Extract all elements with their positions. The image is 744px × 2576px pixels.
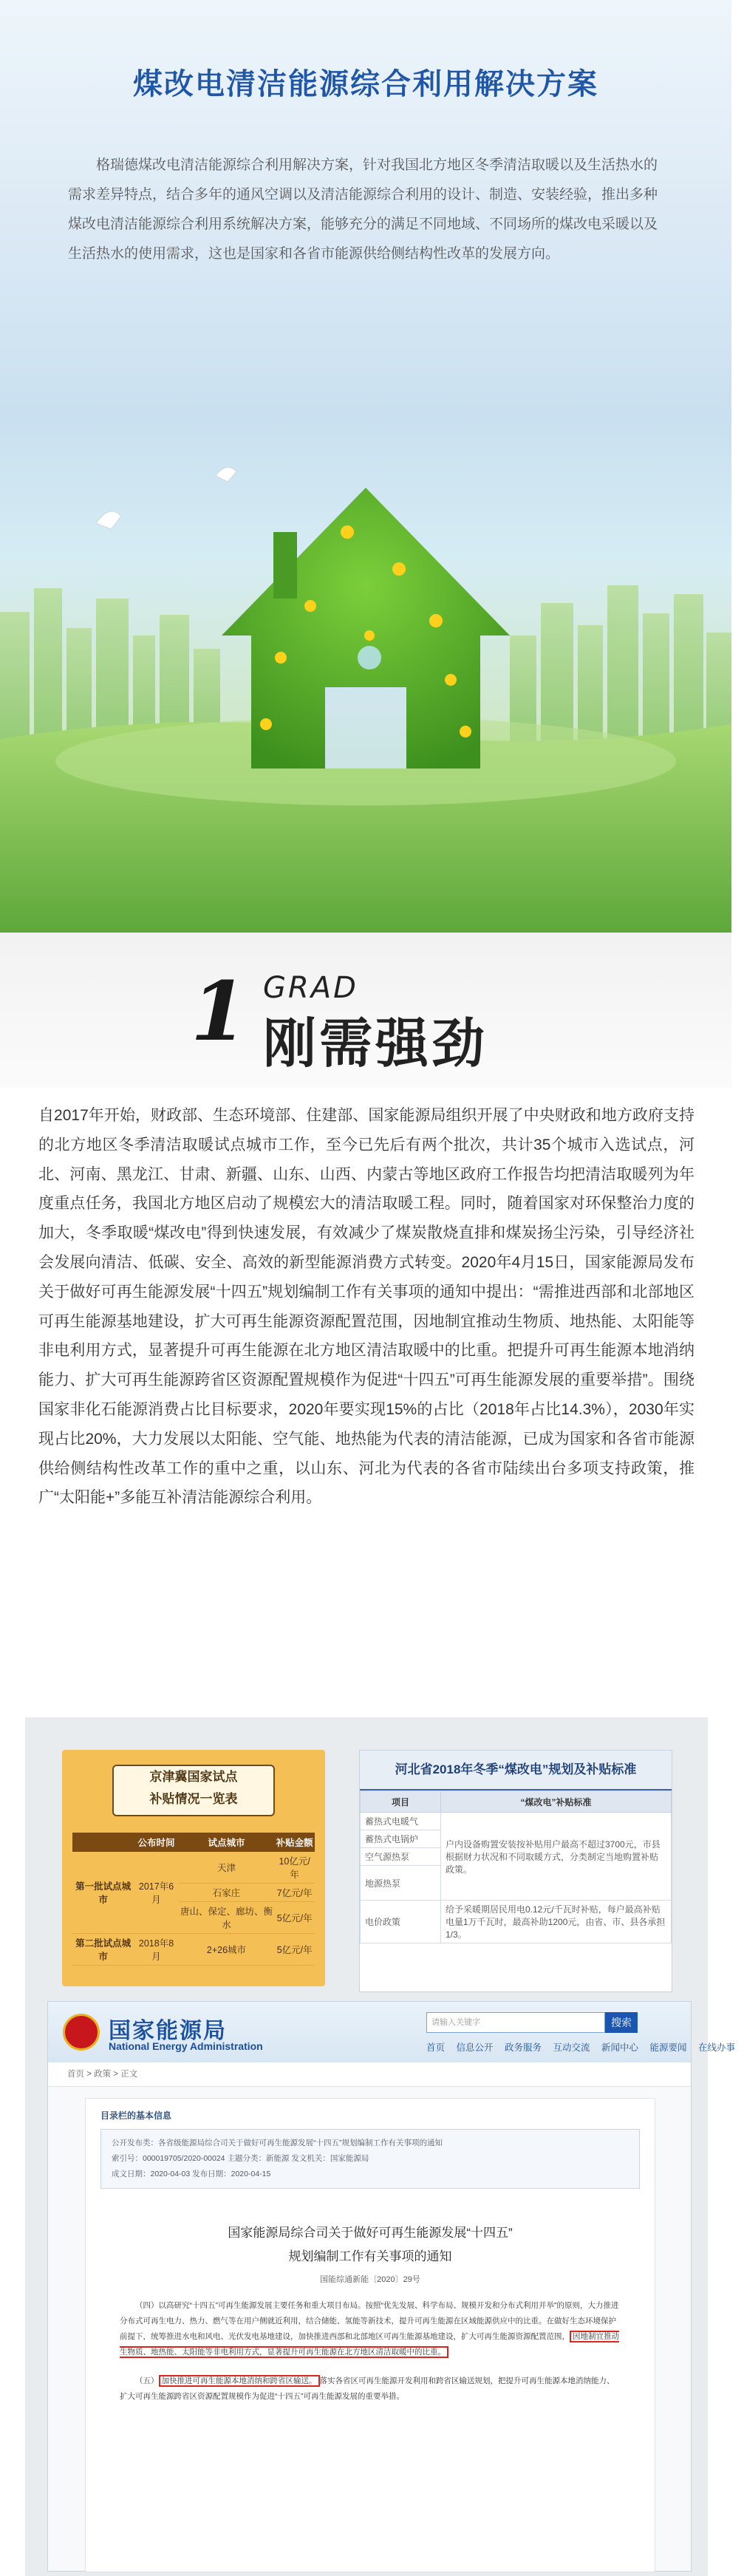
nav-item[interactable]: 新闻中心 <box>601 2042 639 2053</box>
subsidy-card-jjj <box>62 1750 325 1986</box>
table-row: 石家庄 7亿元/年 <box>72 1884 315 1902</box>
table-row: 地源热泵 <box>361 1866 672 1901</box>
section-header <box>0 933 731 1088</box>
nea-search-input[interactable]: 请输入关键字 <box>426 2012 605 2033</box>
notice-paragraph: （五） 加快推进可再生能源本地消纳和跨省区输送。 落实各省区可再生能源开发利用和跨省区输送规划，把提升可再生能源本地消纳能力、扩大可再生能源跨省区资源配置规模作为促进“十四五”可再生能源发展的重要举措。 <box>120 2376 615 2401</box>
page-title: 煤改电清洁能源综合利用解决方案 <box>133 68 598 100</box>
highlight-box: 加快推进可再生能源本地消纳和跨省区输送。 <box>159 2375 320 2387</box>
notice-number: 国能综通新能〔2020〕29号 <box>320 2275 420 2284</box>
table-row: 蓄热式电锅炉 <box>361 1830 672 1848</box>
hebei-table: 项目 “煤改电”补贴标准 蓄热式电暖气 户内设备购置安装按补贴用户最高不超过3700元，市县根据财力状况和不同取暖方式，分类制定当地购置补贴政策。 蓄热式电锅炉 空气源热泵 地源热泵 电价政策 给予采暖期居民用电0.12元/千瓦时补贴，每户最高补贴电量1万千瓦时，最高补助1200元，由省、市、县各承担1/3。 <box>360 1790 672 1943</box>
table-row: 第二批试点城市 2018年8月 2+26城市 5亿元/年 <box>72 1934 315 1966</box>
table-row: 唐山、保定、廊坊、衡水 5亿元/年 <box>72 1902 315 1934</box>
house-icon <box>222 488 510 769</box>
green-house-illustration <box>0 414 731 933</box>
section-demand <box>0 933 736 2576</box>
national-emblem-icon <box>63 2014 100 2051</box>
nav-item[interactable]: 政务服务 <box>505 2042 542 2053</box>
nea-name: 国家能源局 <box>109 2019 227 2043</box>
intro-paragraph: 格瑞德煤改电清洁能源综合利用解决方案，针对我国北方地区冬季清洁取暖以及生活热水的需求差异特点，结合多年的通风空调以及清洁能源综合利用的设计、制造、安装经验，推出多种煤改电清洁能源综合利用系统解决方案，能够充分的满足不同地域、不同场所的煤改电采暖以及生活热水的使用需求，这也是国家和各省市能源供给侧结构性改革的发展方向。 <box>68 157 658 262</box>
subsidy-card-hebei <box>359 1750 672 1992</box>
table-row: 蓄热式电暖气 户内设备购置安装按补贴用户最高不超过3700元，市县根据财力状况和不同取暖方式，分类制定当地购置补贴政策。 <box>361 1813 672 1830</box>
nea-notice-screenshot <box>47 2001 736 2572</box>
notice-title: 国家能源局综合司关于做好可再生能源发展“十四五” 规划编制工作有关事项的通知 <box>228 2226 513 2263</box>
nea-name-en: National Energy Administration <box>109 2040 263 2052</box>
meta-heading: 目录栏的基本信息 <box>100 2110 172 2121</box>
nav-item[interactable]: 在线办事 <box>698 2042 736 2053</box>
nea-nav <box>426 2040 744 2054</box>
section-subtitle: GRAD <box>263 971 358 1005</box>
section-number: 1 <box>191 964 248 1059</box>
highlight-box: 因地制宜推动生物质、地热能、太阳能等非电利用方式，显著提升可再生能源在北方地区清洁取暖中的比重。 <box>120 2332 619 2357</box>
notice-paragraph: （四）以高研究“十四五”可再生能源发展主要任务和重大项目布局。按照“优先发展、科学布局、规模开发和分布式利用并举”的原则，大力推进分布式可再生电力、热力、燃气等在用户侧就近利用，结合储能、氢能等新技术，提升可再生能源在区域能源供应中的比重。在做好生态环境保护前提下，统筹推进水电和风电、光伏发电基地建设，加快推进西部和北部地区可再生能源基地建设，扩大可再生能源资源配置范围， 因地制宜推动生物质、地热能、太阳能等非电利用方式，显著提升可再生能源在北方地区清洁取暖中的比重。 <box>120 2301 619 2357</box>
meta-box: 公开发布类：各省级能源局综合司关于做好可再生能源发展“十四五”规划编制工作有关事项的通知 索引号：000019705/2020-00024 主题分类：新能源 发文机关：国家能源局 成文日期：2020-04-03 发布日期：2020-04-15 <box>100 2129 640 2189</box>
section-title: 刚需强劲 <box>263 1015 488 1074</box>
subsidy-banner: 京津冀国家试点 补贴情况一览表 <box>112 1765 275 1816</box>
subsidy-table: 公布时间 试点城市 补贴金额 第一批试点城市 2017年6月 天津 10亿元/年 石家庄 7亿元/年 唐山、保定、廊坊、衡水 5亿元/年 第二批试点城市 2018年8月 2+26城市 5亿元/年 <box>72 1833 315 1966</box>
table-row: 空气源热泵 <box>361 1848 672 1866</box>
nea-search-button[interactable]: 搜索 <box>605 2012 638 2033</box>
table-row: 第一批试点城市 2017年6月 天津 10亿元/年 <box>72 1852 315 1884</box>
section-body: 自2017年开始，财政部、生态环境部、住建部、国家能源局组织开展了中央财政和地方政府支持的北方地区冬季清洁取暖试点城市工作，至今已先后有两个批次，共计35个城市入选试点，河北、河南、黑龙江、甘肃、新疆、山东、山西、内蒙古等地区政府工作报告均把清洁取暖列为年度重点任务，我国北方地区启动了规模宏大的清洁取暖工程。同时，随着国家对环保整治力度的加大，冬季取暖“煤改电”得到快速发展，有效减少了煤炭散烧直排和煤炭扬尘污染，引导经济社会发展向清洁、低碳、安全、高效的新型能源消费方式转变。2020年4月15日，国家能源局发布关于做好可再生能源发展“十四五”规划编制工作有关事项的通知中提出：“需推进西部和北部地区可再生能源基地建设，扩大可再生能源资源配置范围，因地制宜推动生物质、地热能、太阳能等非电利用方式，显著提升可再生能源在北方地区清洁取暖中的比重。把提升可再生能源本地消纳能力、扩大可再生能源跨省区资源配置规模作为促进“十四五”可再生能源发展的重要举措”。围绕国家非化石能源消费占比目标要求，2020年要实现15%的占比（2018年占比14.3%），2030年实现占比20%，大力发展以太阳能、空气能、地热能为代表的清洁能源，已成为国家和各省市能源供给侧结构性改革工作的重中之重，以山东、河北为代表的各省市陆续出台多项支持政策，推广“太阳能+”多能互补清洁能源综合利用。 <box>38 1107 694 1507</box>
nea-header <box>48 2002 736 2062</box>
breadcrumb: 首页 > 政策 > 正文 <box>48 2062 691 2087</box>
nav-item[interactable]: 首页 <box>426 2042 446 2053</box>
hero-section <box>0 0 731 933</box>
nav-item[interactable]: 信息公开 <box>456 2042 494 2053</box>
nav-item[interactable]: 互动交流 <box>553 2042 590 2053</box>
policy-images <box>25 1717 736 2576</box>
nav-item[interactable]: 能源要闻 <box>649 2042 687 2053</box>
table-row: 电价政策 给予采暖期居民用电0.12元/千瓦时补贴，每户最高补贴电量1万千瓦时，最高补助1200元，由省、市、县各承担1/3。 <box>361 1901 672 1943</box>
notice-document <box>85 2098 655 2572</box>
hebei-title: 河北省2018年冬季“煤改电”规划及补贴标准 <box>360 1751 672 1790</box>
